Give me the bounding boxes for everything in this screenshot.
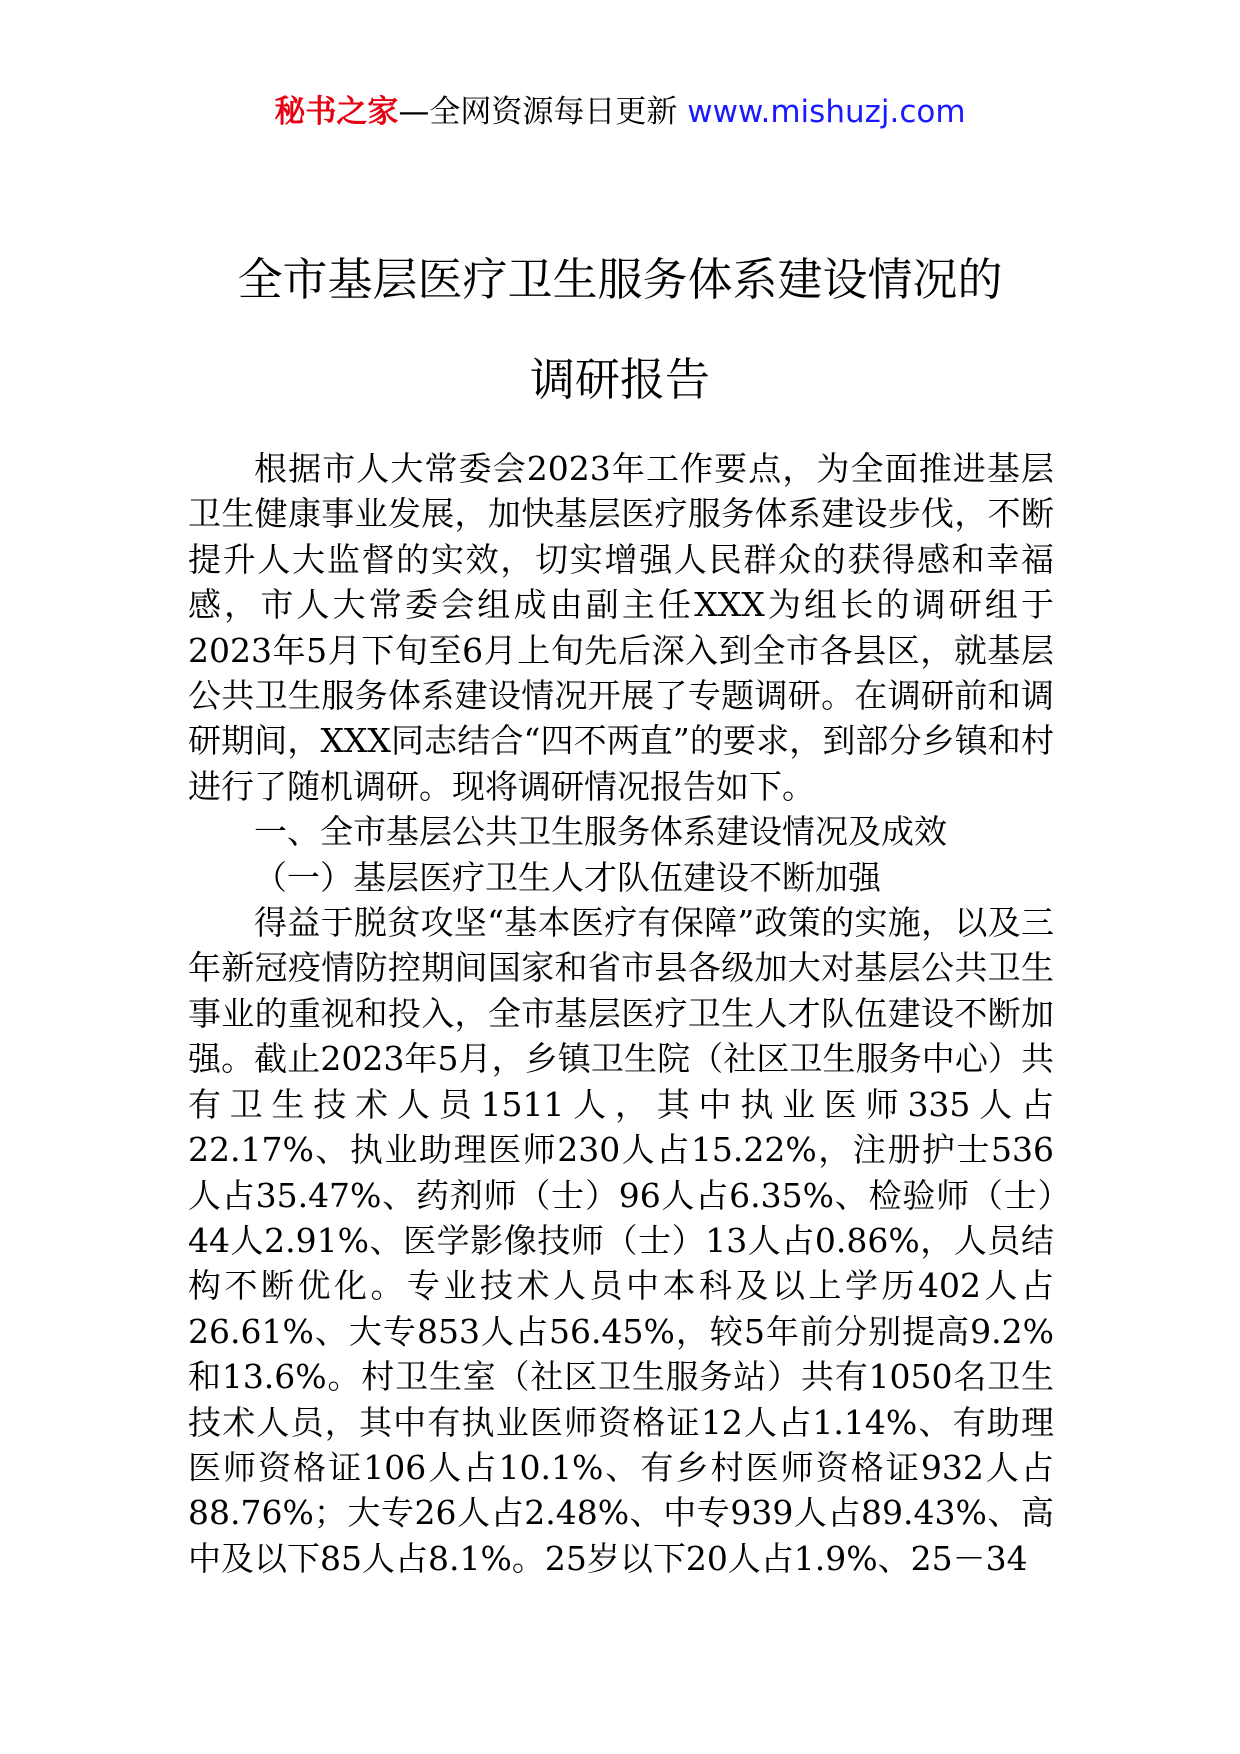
site-url-link[interactable]: www.mishuzj.com (687, 94, 966, 130)
site-brand: 秘书之家 (274, 94, 399, 130)
document-title-line-2: 调研报告 (529, 353, 710, 406)
subsection-heading: （一）基层医疗卫生人才队伍建设不断加强 (254, 857, 881, 897)
document-body (188, 446, 1054, 1581)
document-title (0, 230, 1240, 430)
site-header (0, 92, 1240, 132)
site-tagline: —全网资源每日更新 (398, 94, 678, 130)
section-heading: 一、全市基层公共卫生服务体系建设情况及成效 (254, 812, 947, 852)
body-paragraph: 得益于脱贫攻坚“基本医疗有保障”政策的实施，以及三年新冠疫情防控期间国家和省市县各级加大对基层公共卫生事业的重视和投入，全市基层医疗卫生人才队伍建设不断加强。截止2023年5月，乡镇卫生院（社区卫生服务中心）共有卫生技术人员1511人，其中执业医师335人占22.17%、执业助理医师230人占15.22%，注册护士536人占35.47%、药剂师（士）96人占6.35%、检验师（士）44人2.91%、医学影像技师（士）13人占0.86%，人员结构不断优化。专业技术人员中本科及以上学历402人占26.61%、大专853人占56.45%，较5年前分别提高9.2%和13.6%。村卫生室（社区卫生服务站）共有1050名卫生技术人员，其中有执业医师资格证12人占1.14%、有助理医师资格证106人占10.1%、有乡村医师资格证932人占88.76%；大专26人占2.48%、中专939人占89.43%、高中及以下85人占8.1%。25岁以下20人占1.9%、25－34 (188, 903, 1054, 1578)
intro-paragraph: 根据市人大常委会2023年工作要点，为全面推进基层卫生健康事业发展，加快基层医疗服务体系建设步伐，不断提升人大监督的实效，切实增强人民群众的获得感和幸福感，市人大常委会组成由副主任XXX为组长的调研组于2023年5月下旬至6月上旬先后深入到全市各县区，就基层公共卫生服务体系建设情况开展了专题调研。在调研前和调研期间，XXX同志结合“四不两直”的要求，到部分乡镇和村进行了随机调研。现将调研情况报告如下。 (188, 449, 1054, 806)
document-title-line-1: 全市基层医疗卫生服务体系建设情况的 (237, 253, 1003, 306)
